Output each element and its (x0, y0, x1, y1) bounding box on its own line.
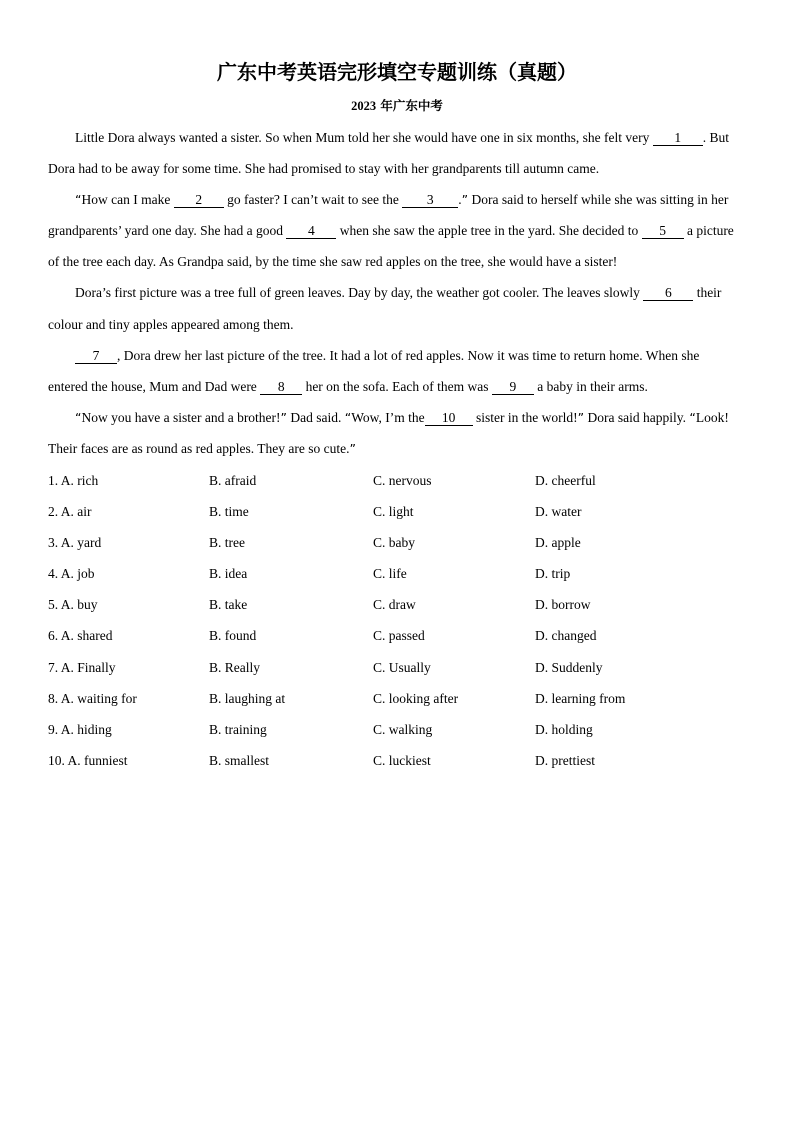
blank-10: 10 (425, 410, 473, 426)
option-b: B. found (209, 628, 257, 644)
question-number: 4. (48, 566, 61, 582)
option-d: D. trip (535, 566, 571, 582)
option-b: B. time (209, 504, 249, 520)
quote-close: ” (577, 409, 585, 425)
quote-open: “ (344, 409, 352, 425)
paragraph-5-text-c: Wow, I’m the (351, 409, 425, 425)
option-b: B. smallest (209, 752, 269, 768)
paragraph-2-text-f: a picture of the tree each day. As Grandpa said, by the time she saw red apples on the tree, she would have a sister! (48, 223, 734, 270)
paragraph-1 (48, 122, 740, 184)
blank-8: 8 (260, 379, 302, 395)
option-d: D. changed (535, 628, 597, 644)
option-d: D. Suddenly (535, 659, 603, 675)
option-a-text: A. waiting for (60, 690, 137, 706)
option-d: D. holding (535, 721, 593, 737)
option-d: D. prettiest (535, 752, 595, 768)
question-number: 8. (48, 690, 61, 706)
option-a (48, 652, 116, 683)
question-7-options (48, 652, 748, 683)
question-number: 7. (48, 659, 61, 675)
blank-2: 2 (174, 192, 224, 208)
option-a (48, 620, 113, 651)
option-b: B. idea (209, 566, 248, 582)
blank-1: 1 (653, 130, 703, 146)
quote-open: “ (689, 409, 696, 425)
option-d: D. cheerful (535, 473, 596, 488)
option-a-text: A. hiding (60, 721, 112, 737)
quote-close: ” (461, 192, 469, 208)
paragraph-5-text-b: Dad said. (287, 409, 345, 425)
subtitle-place: 年广东中考 (376, 98, 443, 113)
question-6-options (48, 620, 748, 651)
page-title: 广东中考英语完形填空专题训练（真题） (217, 60, 577, 84)
quote-close: ” (280, 409, 288, 425)
blank-9: 9 (492, 379, 534, 395)
question-number: 1. (48, 473, 61, 488)
paragraph-4-text-a: , Dora drew her last picture of the tree. It had a lot of red apples. Now it was time to return home. When she entered the house, Mum and Dad were (48, 347, 700, 394)
quote-open: “ (75, 409, 82, 425)
subtitle-year: 2023 (351, 99, 377, 113)
question-10-options (48, 745, 748, 776)
option-a-text: A. funniest (67, 752, 128, 768)
quote-close: ” (349, 440, 356, 456)
option-b: B. take (209, 597, 248, 613)
option-a (48, 714, 112, 745)
blank-3: 3 (402, 192, 458, 208)
paragraph-2-text-b: go faster? I can’t wait to see the (223, 192, 403, 208)
question-9-options (48, 714, 748, 745)
question-3-options (48, 527, 748, 558)
paragraph-2-text-e: when she saw the apple tree in the yard. She decided to (336, 223, 642, 239)
answer-options (48, 465, 748, 776)
paragraph-5 (48, 402, 740, 464)
option-a-text: A. Finally (60, 659, 116, 675)
option-a-text: A. shared (60, 628, 113, 644)
option-a-text: A. yard (60, 535, 102, 551)
option-c: C. life (373, 566, 407, 582)
paragraph-5-text-d: sister in the world! (472, 409, 578, 425)
paragraph-4-text-b: her on the sofa. Each of them was (302, 378, 492, 394)
paragraph-2-text-a: How can I make (81, 192, 174, 208)
option-d: D. water (535, 504, 582, 520)
option-a (48, 527, 101, 558)
paragraph-5-text-f: Look! Their faces are as round as red apples. They are so cute. (48, 409, 729, 456)
paragraph-1-text-a: Little Dora always wanted a sister. So when Mum told her she would have one in six months, she felt very (75, 130, 653, 145)
option-a (48, 496, 92, 527)
question-number: 10. (48, 752, 68, 768)
cloze-passage (48, 122, 740, 464)
option-a-text: A. rich (60, 473, 99, 488)
option-a (48, 745, 128, 776)
paragraph-2 (48, 184, 740, 277)
option-a (48, 683, 137, 714)
option-b: B. training (209, 721, 267, 737)
blank-4: 4 (286, 223, 336, 239)
option-a (48, 465, 98, 496)
paragraph-1-text-b: . But Dora had to be away for some time. She had promised to stay with her grandparents till autumn came. (48, 130, 730, 177)
question-number: 5. (48, 597, 61, 613)
question-2-options (48, 496, 748, 527)
option-c: C. passed (373, 628, 425, 644)
question-number: 2. (48, 504, 61, 520)
option-b: B. afraid (209, 473, 257, 488)
option-c: C. baby (373, 535, 415, 551)
paragraph-5-text-a: Now you have a sister and a brother! (81, 409, 281, 425)
question-number: 3. (48, 535, 61, 551)
paragraph-5-text-e: Dora said happily. (584, 409, 690, 425)
option-c: C. looking after (373, 690, 459, 706)
option-a (48, 558, 95, 589)
option-c: C. draw (373, 597, 416, 613)
question-8-options (48, 683, 748, 714)
question-number: 9. (48, 721, 61, 737)
option-c: C. luckiest (373, 752, 431, 768)
option-c: C. nervous (373, 473, 432, 488)
paragraph-3-text-a: Dora’s first picture was a tree full of green leaves. Day by day, the weather got cooler. The leaves slowly (75, 285, 644, 301)
option-d: D. apple (535, 535, 581, 551)
option-d: D. borrow (535, 597, 591, 613)
option-d: D. learning from (535, 690, 626, 706)
exam-subtitle (0, 96, 794, 114)
option-a-text: A. buy (60, 597, 98, 613)
question-4-options (48, 558, 748, 589)
paragraph-4 (48, 340, 740, 402)
option-b: B. tree (209, 535, 245, 551)
blank-6: 6 (643, 285, 693, 301)
option-a-text: A. air (60, 504, 92, 520)
paragraph-4-text-c: a baby in their arms. (533, 378, 648, 394)
quote-open: “ (75, 192, 82, 208)
option-c: C. walking (373, 721, 433, 737)
option-c: C. Usually (373, 659, 431, 675)
paragraph-2-text-d: Dora said to herself while she was sitting in her grandparents’ yard one day. She had a good (48, 192, 729, 239)
option-c: C. light (373, 504, 414, 520)
option-a (48, 589, 98, 620)
paragraph-3-text-b: their colour and tiny apples appeared among them. (48, 285, 722, 332)
paragraph-2-text-c: . (458, 192, 462, 208)
question-number: 6. (48, 628, 61, 644)
question-1-options (48, 465, 748, 496)
question-5-options (48, 589, 748, 620)
blank-7: 7 (75, 348, 117, 364)
option-b: B. laughing at (209, 690, 286, 706)
option-b: B. Really (209, 659, 260, 675)
blank-5: 5 (642, 223, 684, 239)
paragraph-3 (48, 277, 740, 339)
option-a-text: A. job (60, 566, 95, 582)
